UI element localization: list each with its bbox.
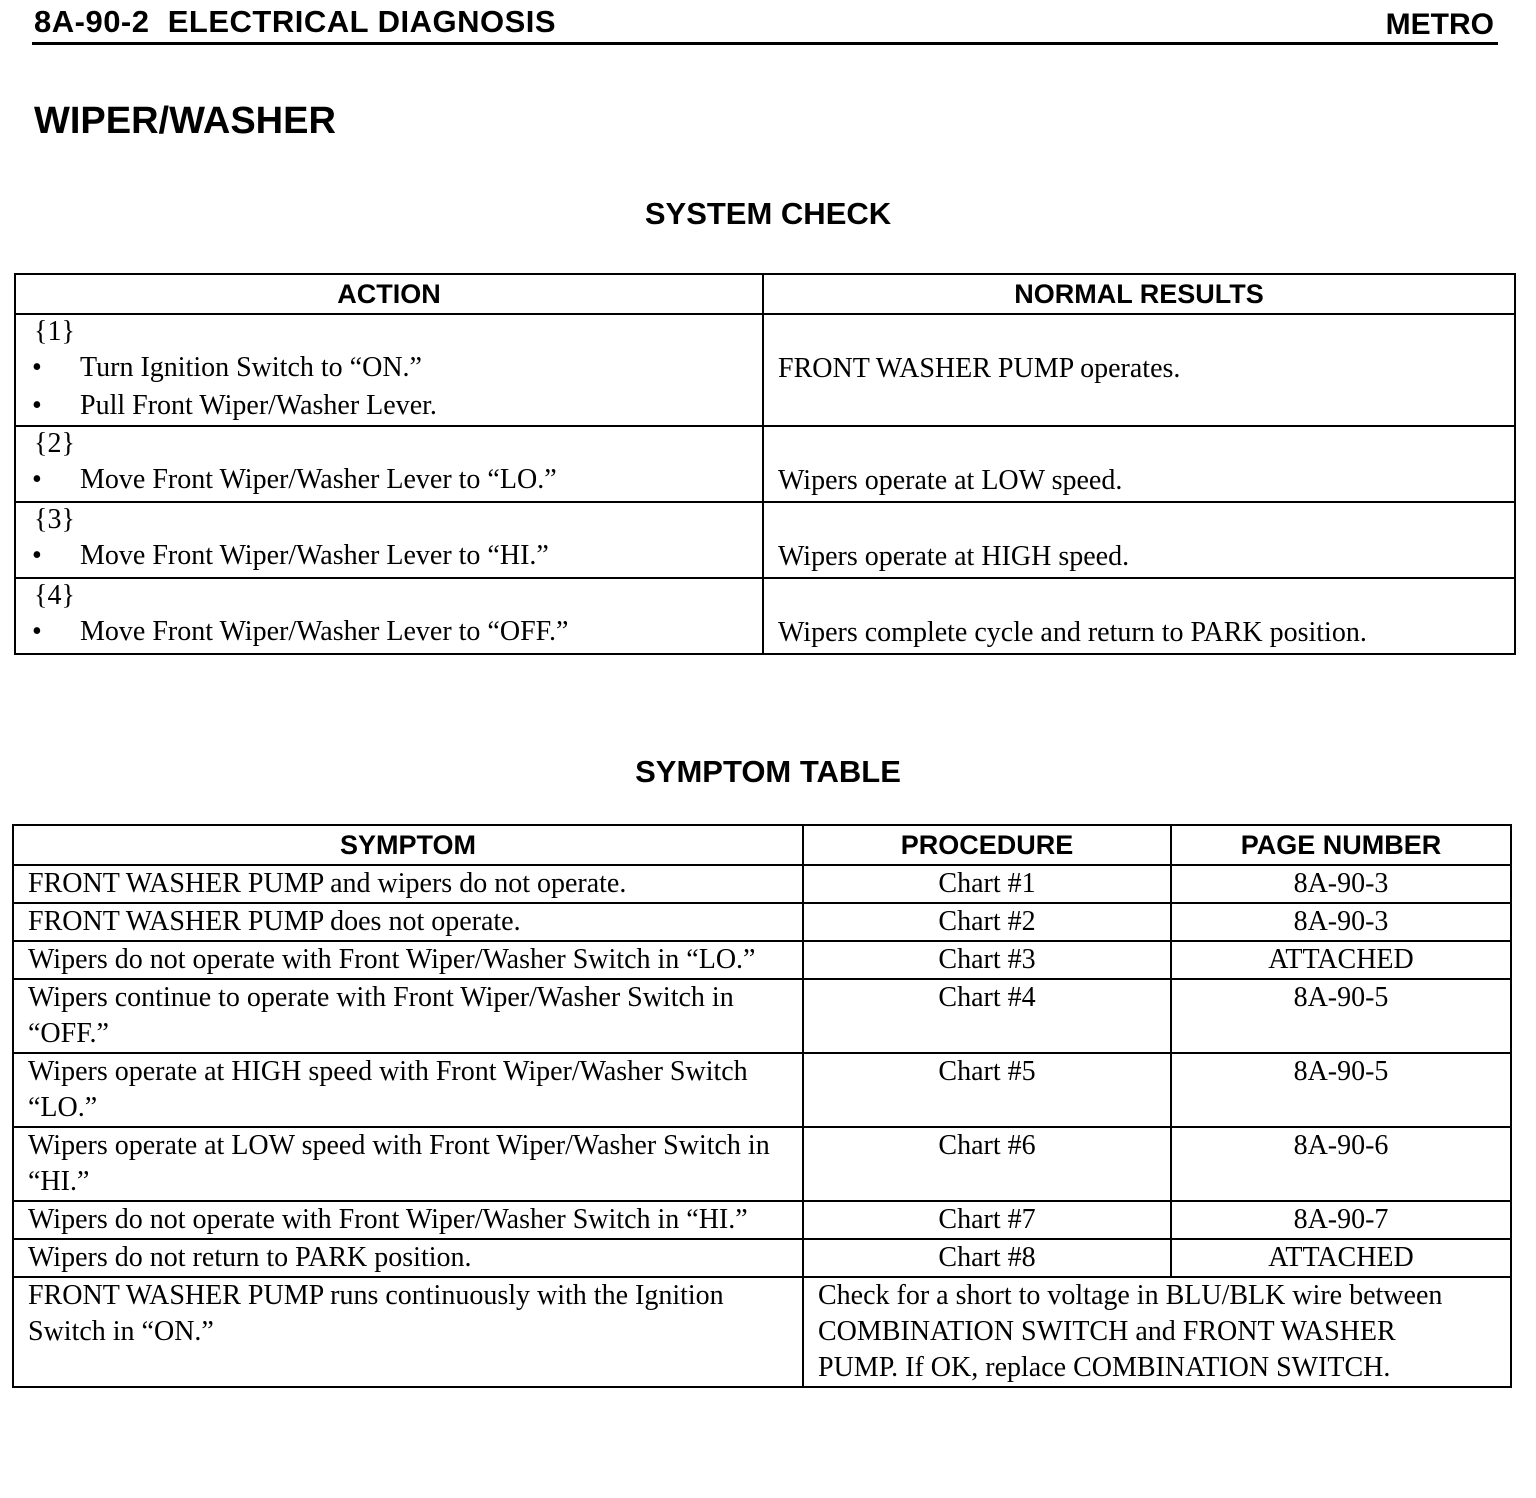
result-cell: FRONT WASHER PUMP operates. [763, 314, 1515, 426]
symptom-row [13, 1201, 1511, 1239]
bullet-icon: • [32, 390, 42, 421]
bullet-icon: • [32, 352, 42, 383]
column-header-action: ACTION [15, 274, 763, 314]
procedure-cell: Chart #1 [803, 865, 1171, 903]
procedure-cell: Chart #6 [803, 1127, 1171, 1201]
symptom-table-title: SYMPTOM TABLE [635, 754, 901, 789]
symptom-row [13, 941, 1511, 979]
symptom-cell: Wipers do not return to PARK position. [13, 1239, 803, 1277]
symptom-cell: FRONT WASHER PUMP runs continuously with the Ignition Switch in “ON.” [13, 1277, 803, 1387]
column-header-page-number: PAGE NUMBER [1171, 825, 1511, 865]
column-header-procedure: PROCEDURE [803, 825, 1171, 865]
action-text: Pull Front Wiper/Washer Lever. [80, 390, 437, 421]
symptom-row [13, 865, 1511, 903]
step-number: {2} [34, 428, 75, 459]
procedure-cell: Chart #2 [803, 903, 1171, 941]
symptom-table [12, 824, 1512, 1388]
page-number-cell: 8A-90-3 [1171, 865, 1511, 903]
bullet-icon: • [32, 464, 42, 495]
action-item [16, 387, 762, 425]
page-number-cell: 8A-90-5 [1171, 1053, 1511, 1127]
action-text: Turn Ignition Switch to “ON.” [80, 352, 422, 383]
symptom-header-row [13, 825, 1511, 865]
page-number-cell: 8A-90-7 [1171, 1201, 1511, 1239]
system-check-table [14, 273, 1516, 655]
bullet-icon: • [32, 616, 42, 647]
symptom-cell: Wipers do not operate with Front Wiper/Washer Switch in “LO.” [13, 941, 803, 979]
procedure-cell: Chart #5 [803, 1053, 1171, 1127]
page-number-cell: 8A-90-3 [1171, 903, 1511, 941]
procedure-cell: Chart #4 [803, 979, 1171, 1053]
result-cell: Wipers operate at HIGH speed. [763, 502, 1515, 578]
action-text: Move Front Wiper/Washer Lever to “LO.” [80, 464, 557, 495]
symptom-row-final [13, 1277, 1511, 1387]
symptom-cell: FRONT WASHER PUMP does not operate. [13, 903, 803, 941]
header-rule [32, 42, 1498, 45]
system-check-row [15, 426, 1515, 502]
page-number-cell: ATTACHED [1171, 941, 1511, 979]
bullet-icon: • [32, 540, 42, 571]
action-item [16, 613, 762, 651]
step-number: {4} [34, 580, 75, 611]
action-cell [15, 578, 763, 654]
symptom-row [13, 1239, 1511, 1277]
system-check-row [15, 502, 1515, 578]
step-number: {1} [34, 316, 75, 347]
page-section-header: 8A-90-2 ELECTRICAL DIAGNOSIS [34, 4, 557, 39]
model-name: METRO [1385, 8, 1494, 41]
action-item [16, 461, 762, 499]
page-number-cell: ATTACHED [1171, 1239, 1511, 1277]
symptom-row [13, 1053, 1511, 1127]
column-header-normal-results: NORMAL RESULTS [763, 274, 1515, 314]
action-cell [15, 502, 763, 578]
procedure-cell: Chart #8 [803, 1239, 1171, 1277]
result-cell: Wipers complete cycle and return to PARK position. [763, 578, 1515, 654]
symptom-row [13, 979, 1511, 1053]
action-cell [15, 426, 763, 502]
page-number-cell: 8A-90-5 [1171, 979, 1511, 1053]
system-check-header-row [15, 274, 1515, 314]
symptom-cell: FRONT WASHER PUMP and wipers do not operate. [13, 865, 803, 903]
action-item [16, 537, 762, 575]
page-number-cell: 8A-90-6 [1171, 1127, 1511, 1201]
symptom-cell: Wipers continue to operate with Front Wiper/Washer Switch in “OFF.” [13, 979, 803, 1053]
action-item [16, 349, 762, 387]
action-text: Move Front Wiper/Washer Lever to “OFF.” [80, 616, 569, 647]
column-header-symptom: SYMPTOM [13, 825, 803, 865]
symptom-cell: Wipers do not operate with Front Wiper/Washer Switch in “HI.” [13, 1201, 803, 1239]
system-check-row [15, 314, 1515, 426]
symptom-cell: Wipers operate at HIGH speed with Front Wiper/Washer Switch “LO.” [13, 1053, 803, 1127]
symptom-cell: Wipers operate at LOW speed with Front Wiper/Washer Switch in “HI.” [13, 1127, 803, 1201]
action-cell [15, 314, 763, 426]
procedure-cell: Chart #3 [803, 941, 1171, 979]
step-number: {3} [34, 504, 75, 535]
action-text: Move Front Wiper/Washer Lever to “HI.” [80, 540, 549, 571]
instruction-cell: Check for a short to voltage in BLU/BLK wire between COMBINATION SWITCH and FRONT WASHER PUMP. If OK, replace COMBINATION SWITCH. [803, 1277, 1511, 1387]
procedure-cell: Chart #7 [803, 1201, 1171, 1239]
result-cell: Wipers operate at LOW speed. [763, 426, 1515, 502]
page-title: WIPER/WASHER [34, 100, 336, 142]
system-check-row [15, 578, 1515, 654]
symptom-row [13, 1127, 1511, 1201]
symptom-row [13, 903, 1511, 941]
system-check-title: SYSTEM CHECK [644, 196, 892, 231]
